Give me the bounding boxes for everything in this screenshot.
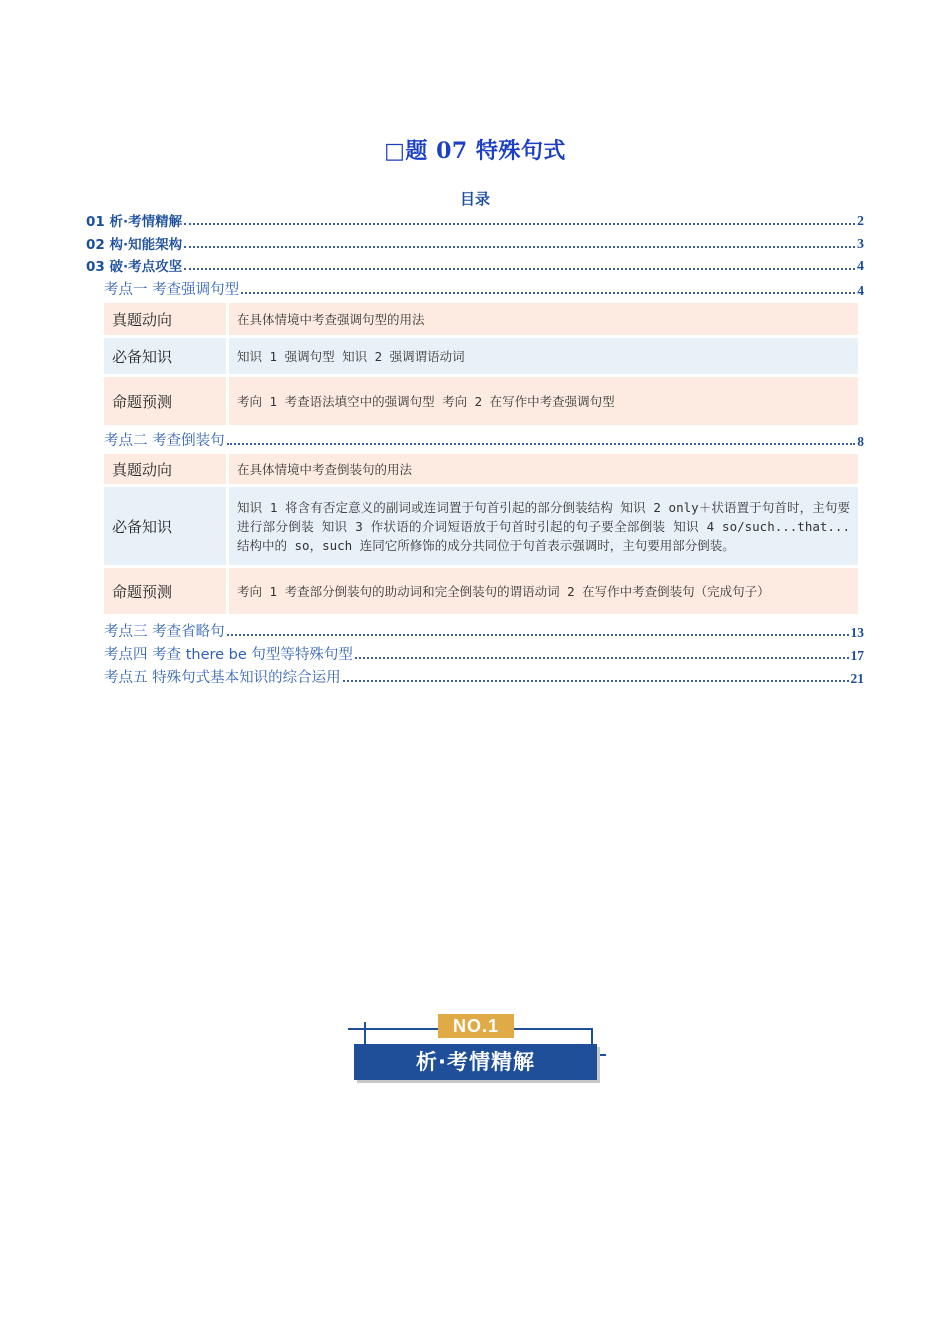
document-title: □题 07 特殊句式 bbox=[384, 138, 566, 164]
kaodian-1-table bbox=[104, 300, 858, 428]
row-value: 考向 1 考查语法填空中的强调句型 考向 2 在写作中考查强调句型 bbox=[229, 377, 858, 425]
kaodian-2-table bbox=[104, 451, 858, 617]
banner-decor-line bbox=[596, 1054, 606, 1056]
toc-entry-label: 03 破·考点攻坚 bbox=[86, 259, 183, 275]
toc-entry-label: 考点四 考查 there be 句型等特殊句型 bbox=[104, 647, 353, 663]
table-row bbox=[104, 568, 858, 614]
row-value: 考向 1 考查部分倒装句的助动词和完全倒装句的谓语动词 2 在写作中考查倒装句（完成句子） bbox=[229, 568, 858, 614]
row-key: 命题预测 bbox=[104, 568, 229, 614]
table-row bbox=[104, 377, 858, 425]
toc-leader bbox=[184, 268, 855, 270]
toc-page-number: 13 bbox=[850, 625, 864, 640]
row-value: 知识 1 将含有否定意义的副词或连词置于句首引起的部分倒装结构 知识 2 only＋状语置于句首时，主句要进行部分倒装 知识 3 作状语的介词短语放于句首时引起的句子要全部倒装 知识 4 so/such...that...结构中的 so，such 连同它所修饰的成分共同位于句首表示强调时，主句要用部分倒装。 bbox=[229, 487, 858, 565]
toc-page-number: 2 bbox=[857, 214, 864, 229]
toc-leader bbox=[184, 223, 855, 225]
section-banner bbox=[346, 1012, 608, 1084]
banner-title: 析·考情精解 bbox=[354, 1044, 597, 1080]
toc-heading: 目录 bbox=[459, 190, 490, 208]
toc-entry-kaodian-4[interactable] bbox=[104, 644, 864, 664]
row-value: 知识 1 强调句型 知识 2 强调谓语动词 bbox=[229, 338, 858, 374]
toc-entry-label: 02 构·知能架构 bbox=[86, 237, 183, 253]
toc-entry[interactable] bbox=[86, 255, 864, 275]
table-row bbox=[104, 454, 858, 484]
toc-entry-label: 考点三 考查省略句 bbox=[104, 624, 225, 640]
toc-entry-label: 考点五 特殊句式基本知识的综合运用 bbox=[104, 670, 341, 686]
row-value: 在具体情境中考查倒装句的用法 bbox=[229, 454, 858, 484]
banner-decor-line bbox=[514, 1028, 592, 1030]
toc-page-number: 4 bbox=[857, 259, 864, 274]
toc-page-number: 21 bbox=[850, 671, 864, 686]
toc-page-number: 4 bbox=[857, 283, 864, 298]
toc-entry-kaodian-1[interactable] bbox=[104, 279, 864, 299]
toc-leader bbox=[241, 292, 855, 294]
row-key: 必备知识 bbox=[104, 487, 229, 565]
toc-entry-label: 考点一 考查强调句型 bbox=[104, 282, 240, 298]
toc-leader bbox=[355, 657, 849, 659]
toc-leader bbox=[343, 680, 849, 682]
row-key: 真题动向 bbox=[104, 303, 229, 335]
table-row bbox=[104, 303, 858, 335]
toc-entry-kaodian-2[interactable] bbox=[104, 430, 864, 450]
table-row bbox=[104, 338, 858, 374]
row-value: 在具体情境中考查强调句型的用法 bbox=[229, 303, 858, 335]
toc-page-number: 8 bbox=[857, 434, 864, 449]
banner-decor-line bbox=[591, 1028, 593, 1044]
toc-entry[interactable] bbox=[86, 210, 864, 230]
toc-page-number: 17 bbox=[850, 648, 864, 663]
toc-entry-kaodian-3[interactable] bbox=[104, 621, 864, 641]
toc-entry-kaodian-5[interactable] bbox=[104, 667, 864, 687]
banner-number-tag: NO.1 bbox=[438, 1014, 514, 1038]
toc-page-number: 3 bbox=[857, 237, 864, 252]
toc-leader bbox=[227, 634, 849, 636]
toc-entry[interactable] bbox=[86, 233, 864, 253]
banner-decor-line bbox=[364, 1022, 366, 1044]
toc-leader bbox=[227, 443, 856, 445]
toc-leader bbox=[184, 246, 855, 248]
row-key: 命题预测 bbox=[104, 377, 229, 425]
row-key: 必备知识 bbox=[104, 338, 229, 374]
row-key: 真题动向 bbox=[104, 454, 229, 484]
toc-entry-label: 考点二 考查倒装句 bbox=[104, 433, 225, 449]
toc-entry-label: 01 析·考情精解 bbox=[86, 214, 183, 230]
banner-decor-line bbox=[348, 1028, 438, 1030]
table-row bbox=[104, 487, 858, 565]
